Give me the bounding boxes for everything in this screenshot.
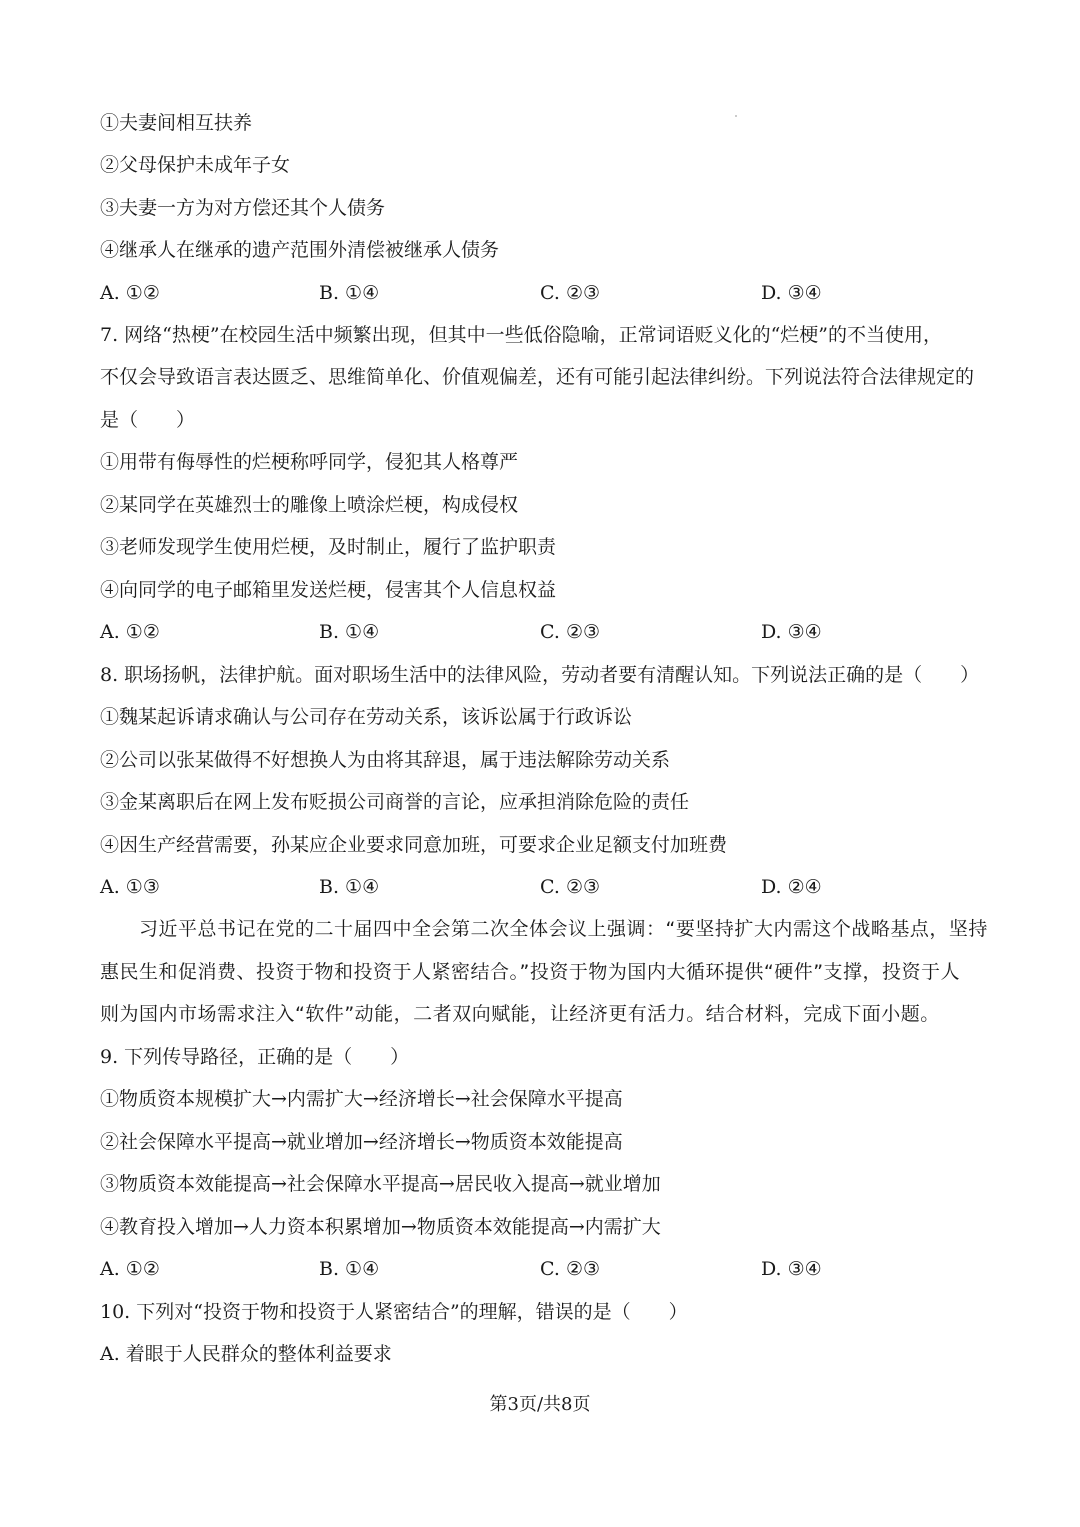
q8-choice-c: C. ②③: [540, 876, 601, 898]
material-line-3: 则为国内市场需求注入“软件”动能，二者双向赋能，让经济更有活力。结合材料，完成下面小题。: [100, 1003, 940, 1025]
q7-option-3: ③老师发现学生使用烂梗，及时制止，履行了监护职责: [100, 536, 557, 558]
q6-choice-d: D. ③④: [761, 282, 822, 304]
q7-choice-c: C. ②③: [540, 621, 601, 643]
q9-choice-c: C. ②③: [540, 1258, 601, 1280]
q9-choice-a: A. ①②: [100, 1258, 160, 1280]
material-line-2: 惠民生和促消费、投资于物和投资于人紧密结合。”投资于物为国内大循环提供“硬件”支撑，投资于人: [100, 961, 961, 983]
q9-option-3: ③物质资本效能提高→社会保障水平提高→居民收入提高→就业增加: [100, 1173, 661, 1195]
q10-stem: 10. 下列对“投资于物和投资于人紧密结合”的理解，错误的是（ ）: [100, 1301, 688, 1323]
q8-choices: [100, 874, 1000, 900]
q7-option-1: ①用带有侮辱性的烂梗称呼同学，侵犯其人格尊严: [100, 451, 519, 473]
q6-choices: [100, 280, 1000, 306]
q8-option-4: ④因生产经营需要，孙某应企业要求同意加班，可要求企业足额支付加班费: [100, 834, 728, 856]
q7-choices: [100, 619, 1000, 645]
q6-option-1: ①夫妻间相互扶养: [100, 112, 253, 134]
q7-stem-line-1: 7. 网络“热梗”在校园生活中频繁出现，但其中一些低俗隐喻，正常词语贬义化的“烂梗”的不当使用，: [100, 324, 943, 346]
q8-choice-a: A. ①③: [100, 876, 160, 898]
q6-option-4: ④继承人在继承的遗产范围外清偿被继承人债务: [100, 239, 500, 261]
q7-option-2: ②某同学在英雄烈士的雕像上喷涂烂梗，构成侵权: [100, 494, 519, 516]
q6-choice-b: B. ①④: [319, 282, 380, 304]
q9-choice-b: B. ①④: [319, 1258, 380, 1280]
q7-choice-a: A. ①②: [100, 621, 160, 643]
q10-option-a: A. 着眼于人民群众的整体利益要求: [100, 1343, 392, 1365]
q9-option-2: ②社会保障水平提高→就业增加→经济增长→物质资本效能提高: [100, 1131, 623, 1153]
q8-option-2: ②公司以张某做得不好想换人为由将其辞退，属于违法解除劳动关系: [100, 749, 671, 771]
q6-choice-a: A. ①②: [100, 282, 160, 304]
q8-option-3: ③金某离职后在网上发布贬损公司商誉的言论，应承担消除危险的责任: [100, 791, 690, 813]
q9-option-1: ①物质资本规模扩大→内需扩大→经济增长→社会保障水平提高: [100, 1088, 623, 1110]
q9-choice-d: D. ③④: [761, 1258, 822, 1280]
q7-option-4: ④向同学的电子邮箱里发送烂梗，侵害其个人信息权益: [100, 579, 557, 601]
q9-option-4: ④教育投入增加→人力资本积累增加→物质资本效能提高→内需扩大: [100, 1216, 661, 1238]
q7-stem-line-2: 不仅会导致语言表达匮乏、思维简单化、价值观偏差，还有可能引起法律纠纷。下列说法符合法律规定的: [100, 366, 975, 388]
q7-stem-line-3: 是（ ）: [100, 409, 196, 431]
q7-choice-d: D. ③④: [761, 621, 822, 643]
q6-choice-c: C. ②③: [540, 282, 601, 304]
q7-choice-b: B. ①④: [319, 621, 380, 643]
q8-stem: 8. 职场扬帆，法律护航。面对职场生活中的法律风险，劳动者要有清醒认知。下列说法正确的是（ ）: [100, 664, 980, 686]
page-number: 第3页/共8页: [489, 1394, 591, 1415]
q8-choice-d: D. ②④: [761, 876, 822, 898]
q9-stem: 9. 下列传导路径，正确的是（ ）: [100, 1046, 410, 1068]
q8-option-1: ①魏某起诉请求确认与公司存在劳动关系，该诉讼属于行政诉讼: [100, 706, 633, 728]
q6-option-2: ②父母保护未成年子女: [100, 154, 291, 176]
q6-option-3: ③夫妻一方为对方偿还其个人债务: [100, 197, 386, 219]
q9-choices: [100, 1256, 1000, 1282]
material-line-1: 习近平总书记在党的二十届四中全会第二次全体会议上强调：“要坚持扩大内需这个战略基点，坚持: [100, 918, 988, 940]
q8-choice-b: B. ①④: [319, 876, 380, 898]
scan-speck: [735, 115, 737, 117]
